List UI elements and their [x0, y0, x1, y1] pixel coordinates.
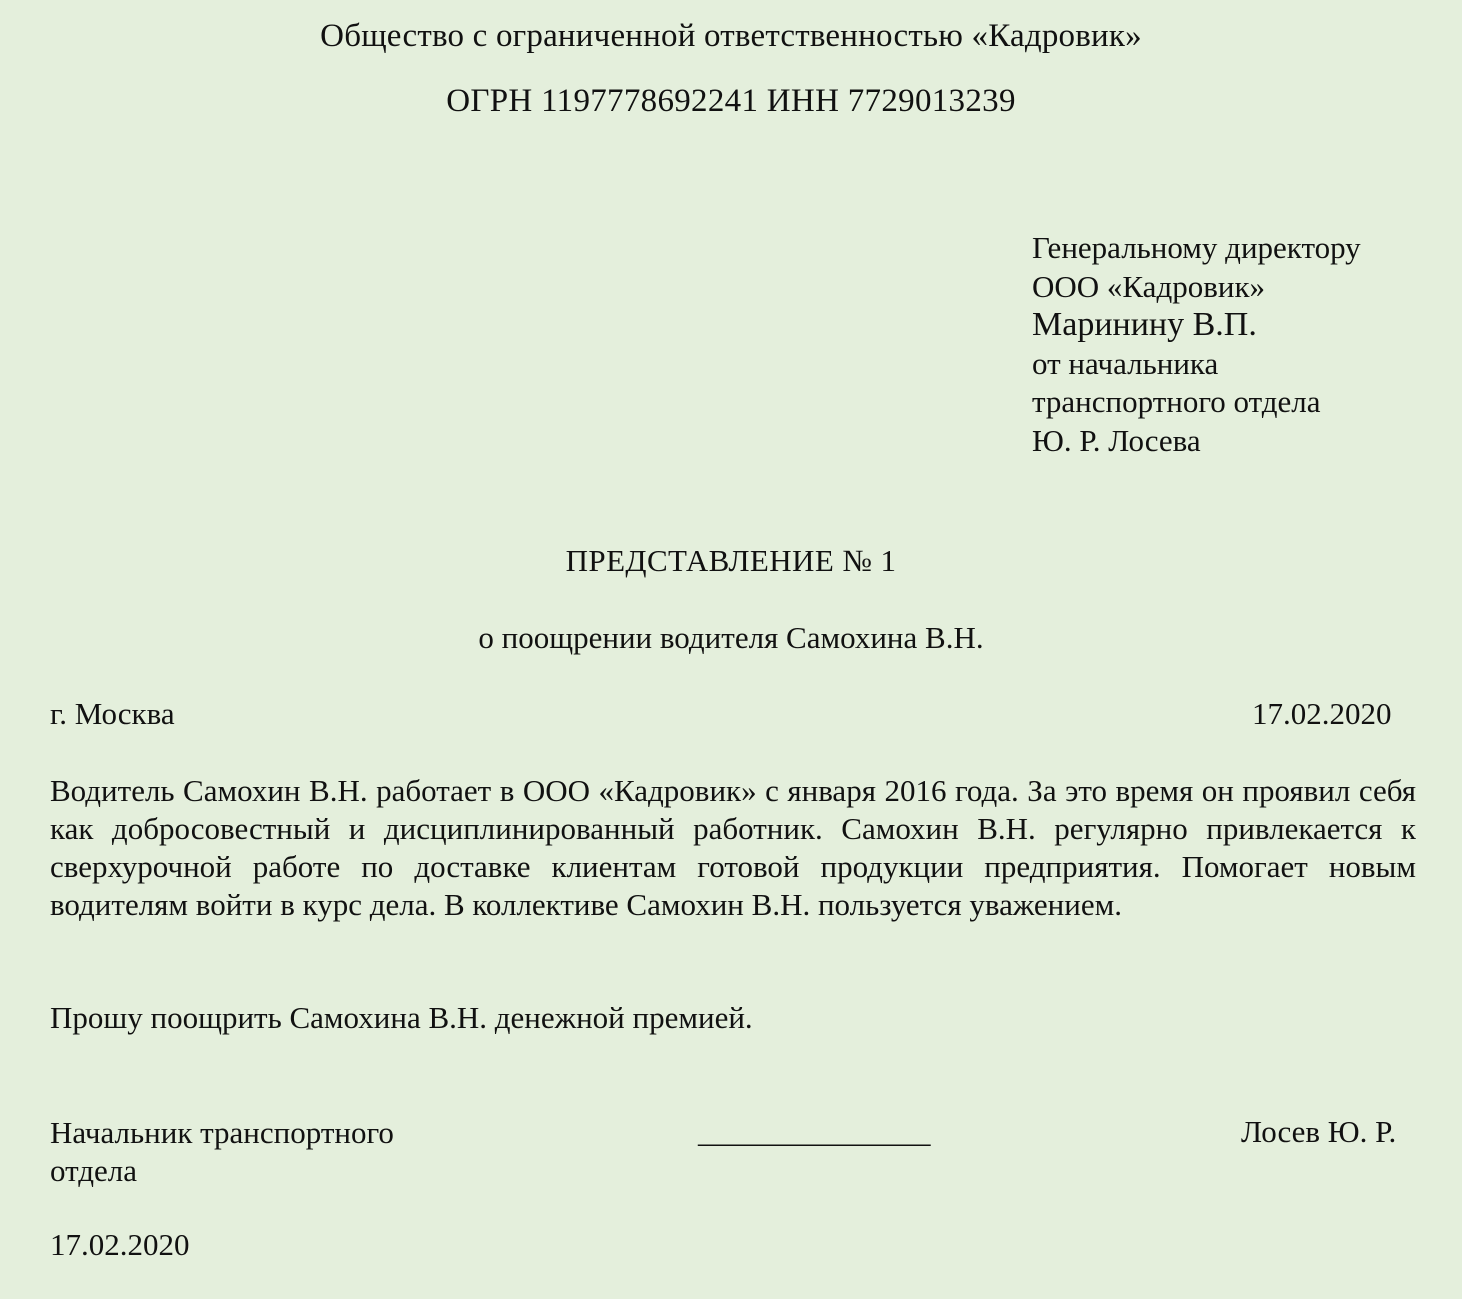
document-subtitle: о поощрении водителя Самохина В.Н. [478, 620, 984, 655]
addressee-line: Генеральному директору [1032, 230, 1361, 265]
registration-numbers: ОГРН 1197778692241 ИНН 7729013239 [446, 83, 1016, 119]
document-date: 17.02.2020 [1252, 696, 1392, 731]
addressee-name: Маринину В.П. [1032, 306, 1257, 343]
document-city: г. Москва [50, 696, 175, 731]
addressee-line: ООО «Кадровик» [1032, 268, 1265, 304]
document-body: Водитель Самохин В.Н. работает в ООО «Кадровик» с января 2016 года. За это время он проявил себя как добросовестный и дисциплинированный работник. Самохин В.Н. регулярно привлекается к сверхурочной работе по доставке клиентам готовой продукции предприятия. Помогает новым водителям войти в курс дела. В коллективе Самохин В.Н. пользуется уважением. [50, 773, 1416, 922]
signature-date: 17.02.2020 [50, 1227, 190, 1262]
signature-line: _______________ [698, 1114, 931, 1149]
organization-name: Общество с ограниченной ответственностью «Кадровик» [320, 18, 1142, 54]
signer-name: Лосев Ю. Р. [1241, 1114, 1397, 1149]
addressee-line: от начальника [1032, 345, 1219, 381]
addressee-line: Ю. Р. Лосева [1032, 422, 1201, 458]
addressee-line: транспортного отдела [1032, 384, 1321, 419]
document-request: Прошу поощрить Самохина В.Н. денежной премией. [50, 1000, 753, 1035]
addressee-block [1032, 229, 1361, 460]
signer-position: Начальник транспортного отдела [50, 1115, 394, 1188]
document-title: ПРЕДСТАВЛЕНИЕ № 1 [565, 543, 897, 578]
